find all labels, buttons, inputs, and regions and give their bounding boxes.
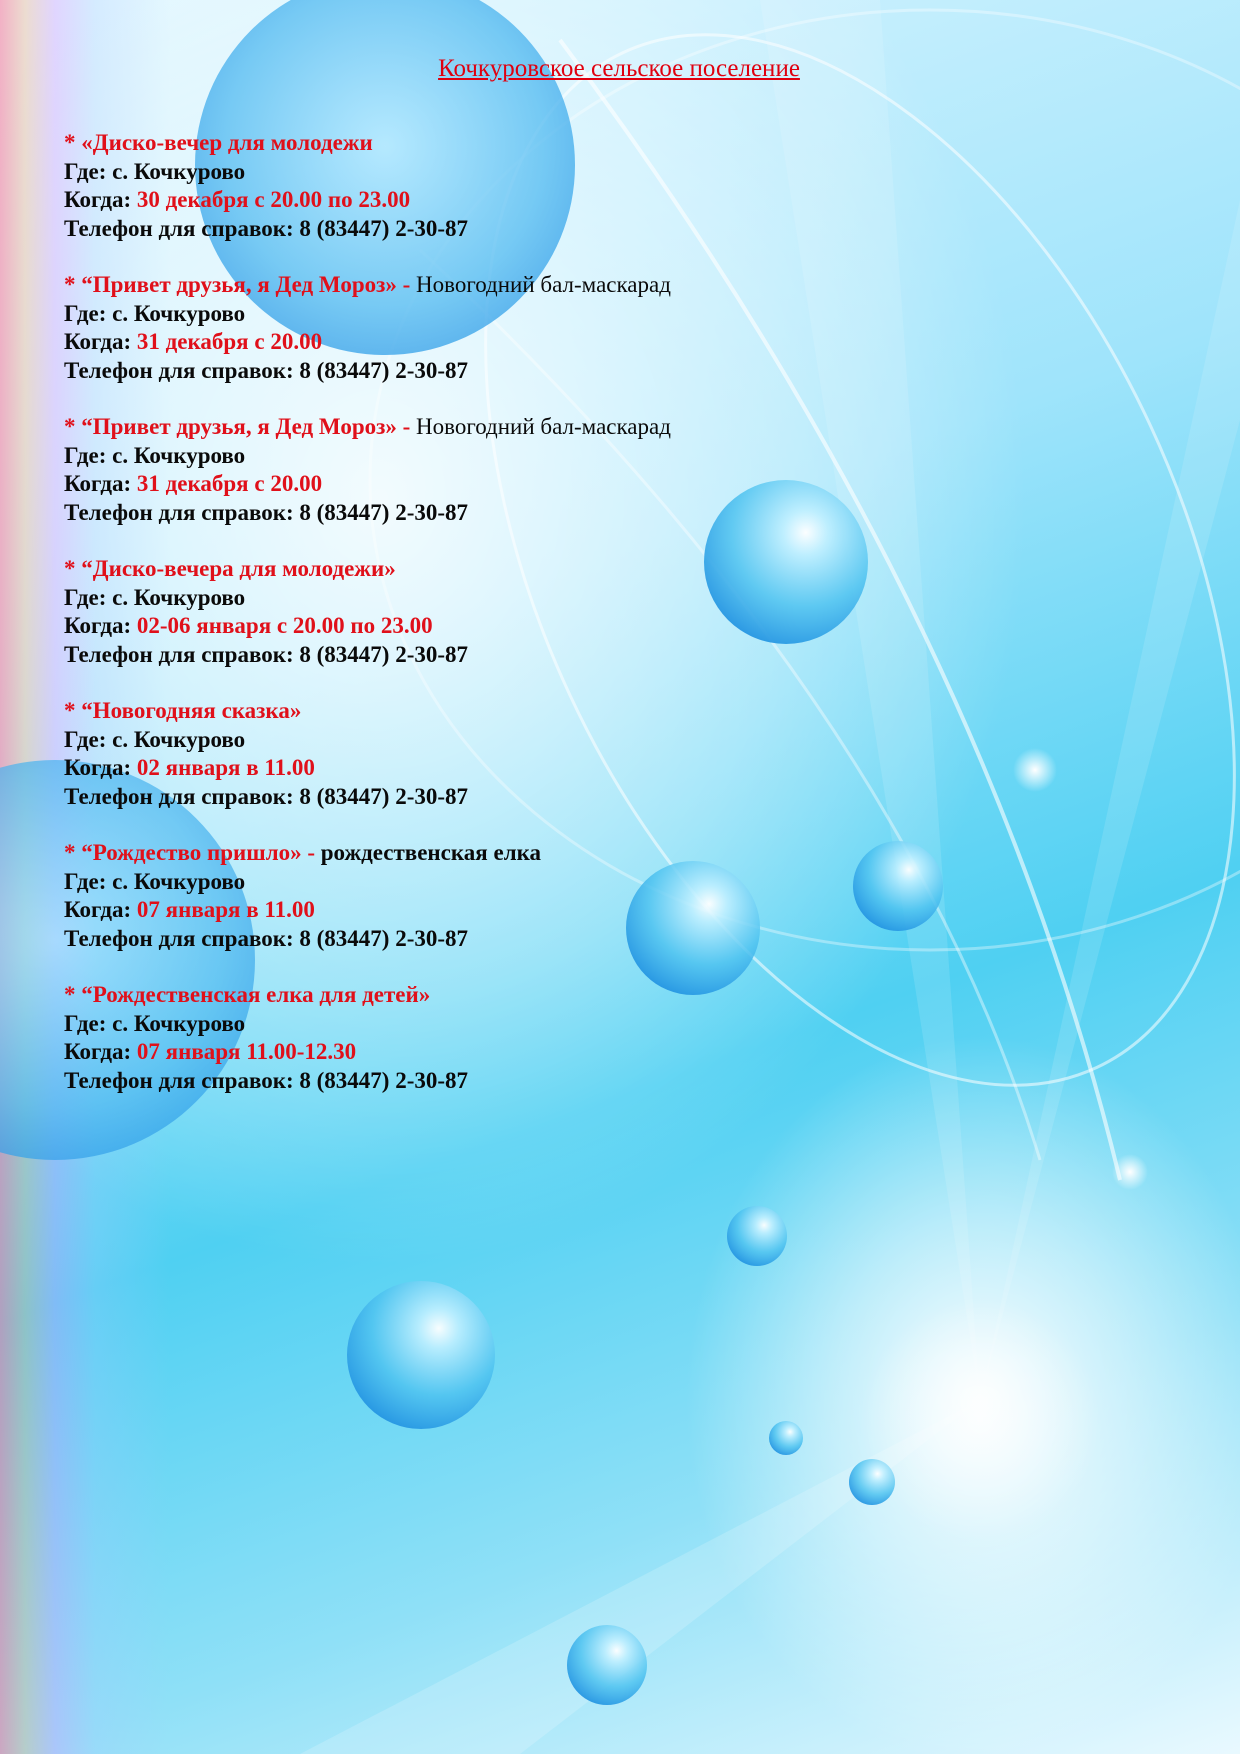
event-where-line	[64, 584, 1164, 613]
event-time: 07 января 11.00-12.30	[136, 1039, 357, 1064]
event-item	[64, 697, 1164, 811]
event-phone: 8 (83447) 2-30-87	[299, 1067, 469, 1093]
when-label: Когда:	[64, 613, 132, 638]
event-title-line	[64, 697, 1164, 726]
bubble	[567, 1625, 647, 1705]
event-phone-line	[64, 215, 1164, 244]
event-phone-line	[64, 1067, 1164, 1096]
where-label: Где:	[64, 442, 107, 468]
event-item	[64, 271, 1164, 385]
event-time: 31 декабря с 20.00	[136, 471, 323, 496]
event-name: * “Новогодняя сказка»	[64, 698, 302, 723]
when-label: Когда:	[64, 471, 132, 496]
event-where-line	[64, 1010, 1164, 1039]
event-item	[64, 413, 1164, 527]
event-phone: 8 (83447) 2-30-87	[299, 357, 469, 383]
event-phone: 8 (83447) 2-30-87	[299, 499, 469, 525]
event-description: Новогодний бал-маскарад	[416, 272, 671, 297]
event-title-line	[64, 271, 1164, 300]
when-label: Когда:	[64, 897, 132, 922]
event-location: с. Кочкурово	[112, 1010, 246, 1036]
event-name: * “Рождественская елка для детей»	[64, 982, 431, 1007]
where-label: Где:	[64, 726, 107, 752]
event-phone: 8 (83447) 2-30-87	[299, 925, 469, 951]
event-location: с. Кочкурово	[112, 726, 246, 752]
when-label: Когда:	[64, 329, 132, 354]
events-list	[64, 129, 1164, 1095]
event-title-line	[64, 981, 1164, 1010]
event-time: 31 декабря с 20.00	[136, 329, 323, 354]
when-label: Когда:	[64, 187, 132, 212]
phone-label: Телефон для справок:	[64, 1067, 294, 1093]
event-where-line	[64, 868, 1164, 897]
when-label: Когда:	[64, 1039, 132, 1064]
phone-label: Телефон для справок:	[64, 783, 294, 809]
event-name: * “Диско-вечера для молодежи»	[64, 556, 396, 581]
event-phone: 8 (83447) 2-30-87	[299, 215, 469, 241]
phone-label: Телефон для справок:	[64, 499, 294, 525]
event-title-line	[64, 839, 1164, 868]
event-where-line	[64, 442, 1164, 471]
event-location: с. Кочкурово	[112, 442, 246, 468]
event-when-line	[64, 186, 1164, 215]
page-title: Кочкуровское сельское поселение	[438, 55, 800, 82]
event-item	[64, 981, 1164, 1095]
event-phone-line	[64, 357, 1164, 386]
event-when-line	[64, 754, 1164, 783]
event-location: с. Кочкурово	[112, 158, 246, 184]
event-where-line	[64, 158, 1164, 187]
phone-label: Телефон для справок:	[64, 215, 294, 241]
event-title-line	[64, 413, 1164, 442]
event-time: 02-06 января с 20.00 по 23.00	[136, 613, 433, 638]
event-description: Новогодний бал-маскарад	[416, 414, 671, 439]
sparkle	[860, 1300, 1100, 1540]
event-description: рождественская елка	[320, 840, 541, 865]
where-label: Где:	[64, 300, 107, 326]
where-label: Где:	[64, 584, 107, 610]
event-when-line	[64, 612, 1164, 641]
event-location: с. Кочкурово	[112, 868, 246, 894]
where-label: Где:	[64, 1010, 107, 1036]
event-name: * “Привет друзья, я Дед Мороз» -	[64, 414, 411, 439]
event-location: с. Кочкурово	[112, 300, 246, 326]
event-item	[64, 129, 1164, 243]
event-when-line	[64, 1038, 1164, 1067]
event-time: 07 января в 11.00	[136, 897, 315, 922]
where-label: Где:	[64, 868, 107, 894]
event-phone-line	[64, 499, 1164, 528]
event-title-line	[64, 555, 1164, 584]
bubble	[727, 1206, 787, 1266]
event-name: * “Привет друзья, я Дед Мороз» -	[64, 272, 411, 297]
event-when-line	[64, 896, 1164, 925]
event-title-line	[64, 129, 1164, 158]
when-label: Когда:	[64, 755, 132, 780]
poster-content	[64, 55, 1164, 1123]
phone-label: Телефон для справок:	[64, 641, 294, 667]
event-phone: 8 (83447) 2-30-87	[299, 783, 469, 809]
event-time: 30 декабря с 20.00 по 23.00	[136, 187, 411, 212]
event-item	[64, 839, 1164, 953]
event-location: с. Кочкурово	[112, 584, 246, 610]
event-where-line	[64, 300, 1164, 329]
event-item	[64, 555, 1164, 669]
phone-label: Телефон для справок:	[64, 357, 294, 383]
event-phone-line	[64, 641, 1164, 670]
bubble	[347, 1281, 495, 1429]
event-phone-line	[64, 783, 1164, 812]
event-when-line	[64, 470, 1164, 499]
event-where-line	[64, 726, 1164, 755]
event-name: * «Диско-вечер для молодежи	[64, 130, 373, 155]
event-time: 02 января в 11.00	[136, 755, 315, 780]
event-phone: 8 (83447) 2-30-87	[299, 641, 469, 667]
event-name: * “Рождество пришло» -	[64, 840, 316, 865]
event-phone-line	[64, 925, 1164, 954]
where-label: Где:	[64, 158, 107, 184]
sparkle	[1112, 1154, 1148, 1190]
phone-label: Телефон для справок:	[64, 925, 294, 951]
bubble	[769, 1421, 803, 1455]
event-when-line	[64, 328, 1164, 357]
